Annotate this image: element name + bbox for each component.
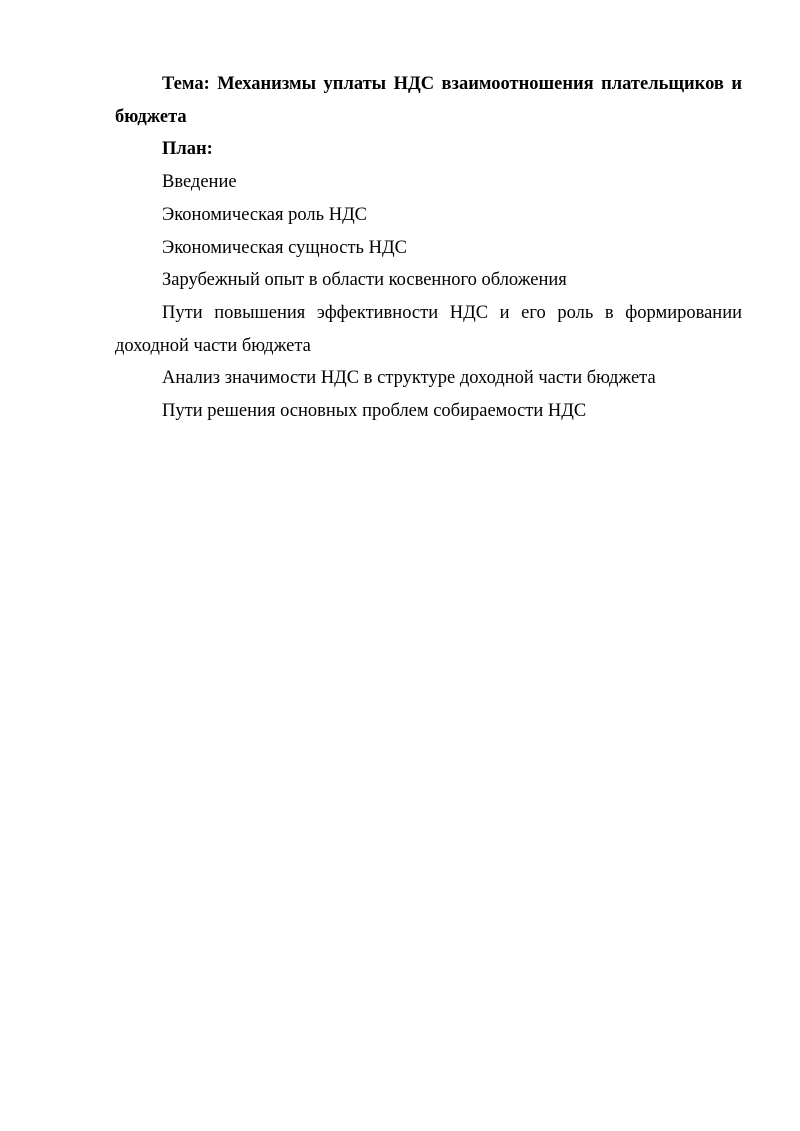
- plan-item-efficiency-ways: Пути повышения эффективности НДС и его роль в формировании доходной части бюджета: [115, 302, 742, 356]
- plan-item-collection-problems: Пути решения основных проблем собираемости НДС: [162, 401, 587, 422]
- plan-item-foreign-experience: Зарубежный опыт в области косвенного обложения: [162, 270, 567, 291]
- plan-item-economic-essence: Экономическая сущность НДС: [162, 237, 407, 258]
- document-page: [115, 68, 742, 428]
- plan-item-significance-analysis: Анализ значимости НДС в структуре доходной части бюджета: [162, 368, 656, 389]
- plan-item-economic-role: Экономическая роль НДС: [162, 204, 368, 225]
- plan-heading: План:: [162, 139, 213, 160]
- document-topic: Тема: Механизмы уплаты НДС взаимоотношения плательщиков и бюджета: [115, 74, 742, 127]
- plan-item-introduction: Введение: [162, 172, 237, 193]
